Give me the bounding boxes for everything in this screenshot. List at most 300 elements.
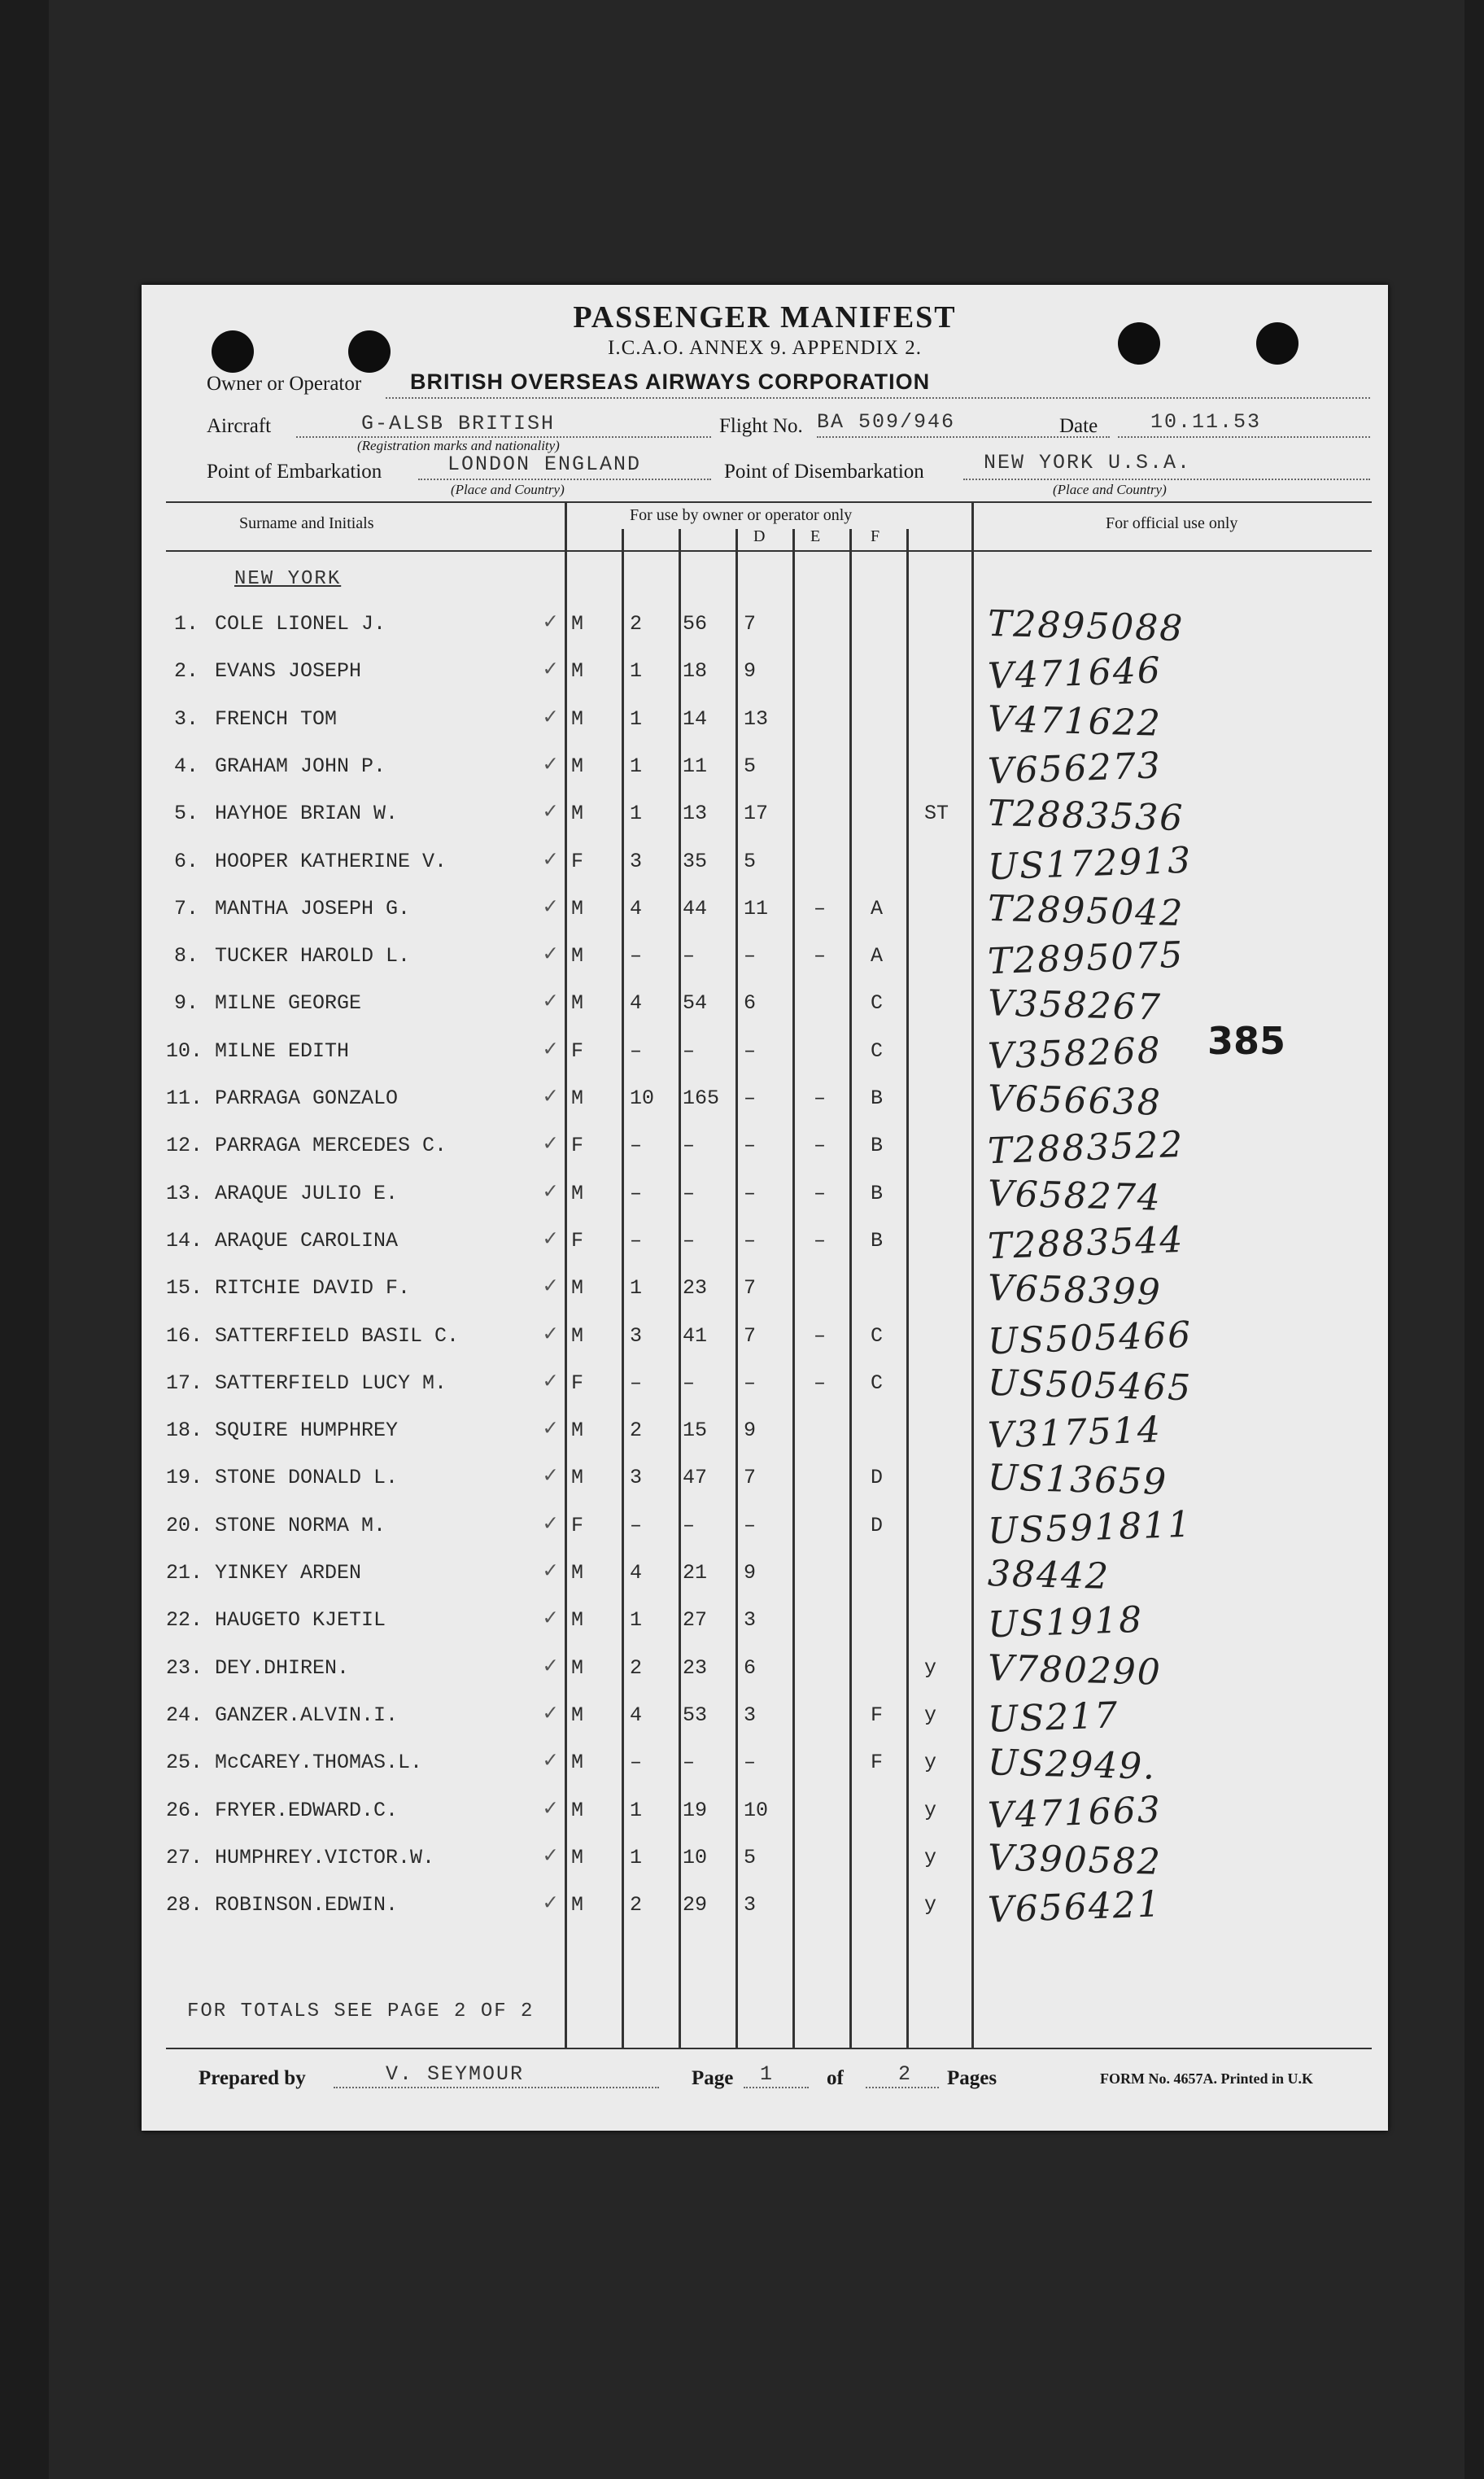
passenger-name: COLE LIONEL J.: [215, 612, 386, 636]
official-handwritten-number: T2883544: [987, 1218, 1185, 1268]
table-row: [142, 1409, 1388, 1456]
sex-cell: M: [571, 991, 584, 1016]
passenger-name: EVANS JOSEPH: [215, 659, 362, 684]
owner-col-1: –: [630, 1181, 643, 1205]
date-dotline: [1118, 436, 1370, 438]
owner-col-2: 41: [683, 1323, 708, 1348]
embarkation-label: Point of Embarkation: [207, 461, 382, 483]
official-handwritten-number: T2895088: [987, 602, 1185, 650]
check-mark-icon: ✓: [543, 1322, 557, 1348]
sex-cell: F: [571, 1228, 584, 1253]
owner-col-2: 19: [683, 1798, 708, 1822]
check-mark-icon: ✓: [543, 1843, 557, 1869]
row-number: 28.: [166, 1893, 203, 1917]
owner-col-1: 4: [630, 896, 643, 920]
owner-col-3: 7: [744, 612, 757, 636]
owner-col-5: A: [871, 896, 884, 920]
row-number: 21.: [166, 1561, 203, 1585]
owner-col-1: 1: [630, 1798, 643, 1822]
col-sub-e: E: [810, 527, 821, 545]
check-mark-icon: ✓: [543, 1464, 557, 1490]
owner-col-5: B: [871, 1086, 884, 1110]
owner-col-1: –: [630, 944, 643, 968]
check-mark-icon: ✓: [543, 1654, 557, 1680]
owner-col-2: 35: [683, 849, 708, 873]
owner-col-6: y: [924, 1798, 937, 1822]
owner-col-3: 13: [744, 706, 769, 731]
row-number: 1.: [173, 612, 199, 636]
table-row: [142, 887, 1388, 934]
table-row: [142, 649, 1388, 697]
sex-cell: M: [571, 944, 584, 968]
official-handwritten-number: V358268: [987, 1029, 1163, 1078]
prepared-by-value: V. SEYMOUR: [386, 2062, 525, 2086]
owner-col-3: 7: [744, 1323, 757, 1348]
totals-note: FOR TOTALS SEE PAGE 2 OF 2: [187, 2000, 535, 2022]
sex-cell: M: [571, 1181, 584, 1205]
check-mark-icon: ✓: [543, 1085, 557, 1110]
owner-col-6: y: [924, 1703, 937, 1727]
official-handwritten-number: T2883522: [987, 1124, 1185, 1173]
owner-col-2: 15: [683, 1419, 708, 1443]
sex-cell: M: [571, 1086, 584, 1110]
aircraft-label: Aircraft: [207, 415, 272, 437]
official-handwritten-number: V658274: [987, 1172, 1163, 1219]
owner-col-1: 1: [630, 1276, 643, 1301]
passenger-name: GANZER.ALVIN.I.: [215, 1703, 399, 1727]
owner-col-4: –: [814, 944, 827, 968]
owner-col-1: –: [630, 1038, 643, 1063]
embarkation-dotline: [418, 479, 711, 480]
owner-col-6: y: [924, 1655, 937, 1680]
official-handwritten-number: T2895042: [987, 887, 1185, 934]
pages-label: Pages: [947, 2067, 997, 2089]
official-handwritten-number: US172913: [987, 839, 1194, 888]
owner-col-1: 2: [630, 1655, 643, 1680]
owner-col-3: 5: [744, 849, 757, 873]
official-handwritten-number: US505466: [987, 1314, 1194, 1362]
of-label: of: [827, 2067, 844, 2089]
disembarkation-dotline: [963, 479, 1370, 480]
aircraft-hint: (Registration marks and nationality): [357, 438, 560, 453]
owner-col-2: 14: [683, 706, 708, 731]
owner-col-3: –: [744, 1134, 757, 1158]
owner-col-2: –: [683, 1181, 696, 1205]
owner-col-3: 7: [744, 1466, 757, 1490]
check-mark-icon: ✓: [543, 752, 557, 778]
passenger-name: ARAQUE CAROLINA: [215, 1228, 399, 1253]
owner-col-2: 29: [683, 1893, 708, 1917]
row-number: 16.: [166, 1323, 203, 1348]
owner-col-5: D: [871, 1466, 884, 1490]
owner-col-1: 10: [630, 1086, 655, 1110]
date-label: Date: [1059, 415, 1098, 437]
owner-col-3: –: [744, 1371, 757, 1395]
official-handwritten-number: US217: [987, 1694, 1120, 1741]
passenger-name: SATTERFIELD BASIL C.: [215, 1323, 460, 1348]
col-surname-header: Surname and Initials: [239, 514, 374, 532]
check-mark-icon: ✓: [543, 1226, 557, 1253]
owner-col-1: 1: [630, 754, 643, 778]
check-mark-icon: ✓: [543, 1132, 557, 1158]
owner-col-4: –: [814, 1086, 827, 1110]
sex-cell: M: [571, 612, 584, 636]
owner-col-3: 9: [744, 659, 757, 684]
owner-col-1: 3: [630, 1323, 643, 1348]
table-row: [142, 1789, 1388, 1836]
passenger-name: RITCHIE DAVID F.: [215, 1276, 411, 1301]
owner-col-5: B: [871, 1181, 884, 1205]
passenger-name: SATTERFIELD LUCY M.: [215, 1371, 447, 1395]
owner-col-5: C: [871, 1371, 884, 1395]
page-value: 1: [760, 2062, 775, 2086]
footer-rule: [166, 2048, 1372, 2049]
owner-col-1: –: [630, 1228, 643, 1253]
row-number: 26.: [166, 1798, 203, 1822]
check-mark-icon: ✓: [543, 1559, 557, 1585]
owner-col-2: 21: [683, 1561, 708, 1585]
aircraft-value: G-ALSB BRITISH: [361, 412, 556, 435]
owner-col-3: 3: [744, 1893, 757, 1917]
sex-cell: F: [571, 1038, 584, 1063]
owner-col-2: –: [683, 1134, 696, 1158]
page-title: PASSENGER MANIFEST: [573, 300, 957, 334]
table-row: [142, 1504, 1388, 1551]
official-handwritten-number: V358267: [987, 982, 1163, 1030]
owner-col-5: A: [871, 944, 884, 968]
row-number: 9.: [173, 991, 199, 1016]
owner-col-3: 3: [744, 1703, 757, 1727]
official-handwritten-number: US2949.: [987, 1742, 1157, 1788]
owner-col-1: 1: [630, 1845, 643, 1869]
page-label: Page: [692, 2067, 734, 2089]
check-mark-icon: ✓: [543, 1417, 557, 1443]
owner-col-3: 10: [744, 1798, 769, 1822]
row-number: 5.: [173, 802, 199, 826]
check-mark-icon: ✓: [543, 1511, 557, 1537]
row-number: 27.: [166, 1845, 203, 1869]
row-number: 8.: [173, 944, 199, 968]
disembarkation-value: NEW YORK U.S.A.: [984, 451, 1192, 474]
owner-col-3: 5: [744, 1845, 757, 1869]
prepared-dotline: [334, 2087, 659, 2088]
owner-value: BRITISH OVERSEAS AIRWAYS CORPORATION: [410, 369, 931, 394]
embarkation-value: LONDON ENGLAND: [447, 453, 642, 476]
owner-col-5: B: [871, 1134, 884, 1158]
passenger-name: McCAREY.THOMAS.L.: [215, 1751, 423, 1775]
owner-col-2: –: [683, 1513, 696, 1537]
page-subtitle: I.C.A.O. ANNEX 9. APPENDIX 2.: [608, 337, 922, 359]
owner-col-2: 44: [683, 896, 708, 920]
row-number: 10.: [166, 1038, 203, 1063]
passenger-name: HAUGETO KJETIL: [215, 1608, 386, 1633]
table-row: [142, 1314, 1388, 1362]
owner-dotline: [386, 397, 1370, 399]
sex-cell: F: [571, 1134, 584, 1158]
owner-col-2: 47: [683, 1466, 708, 1490]
sex-cell: M: [571, 754, 584, 778]
row-number: 11.: [166, 1086, 203, 1110]
row-number: 7.: [173, 896, 199, 920]
of-dotline: [866, 2087, 939, 2088]
passenger-name: HOOPER KATHERINE V.: [215, 849, 447, 873]
row-number: 13.: [166, 1181, 203, 1205]
passenger-name: STONE DONALD L.: [215, 1466, 399, 1490]
owner-col-2: 54: [683, 991, 708, 1016]
owner-col-1: 1: [630, 659, 643, 684]
owner-col-6: y: [924, 1751, 937, 1775]
owner-col-2: 10: [683, 1845, 708, 1869]
official-handwritten-number: V471663: [987, 1788, 1163, 1837]
owner-col-2: –: [683, 944, 696, 968]
owner-col-1: 1: [630, 802, 643, 826]
sex-cell: M: [571, 706, 584, 731]
passenger-name: SQUIRE HUMPHREY: [215, 1419, 399, 1443]
sex-cell: M: [571, 1608, 584, 1633]
owner-col-3: –: [744, 1086, 757, 1110]
table-row: [142, 1694, 1388, 1741]
owner-col-4: –: [814, 896, 827, 920]
check-mark-icon: ✓: [543, 610, 557, 636]
official-handwritten-number: V471622: [987, 697, 1163, 745]
sex-cell: M: [571, 1655, 584, 1680]
owner-col-1: 4: [630, 991, 643, 1016]
passenger-name: PARRAGA MERCEDES C.: [215, 1134, 447, 1158]
check-mark-icon: ✓: [543, 847, 557, 873]
owner-label: Owner or Operator: [207, 373, 362, 395]
row-number: 14.: [166, 1228, 203, 1253]
owner-col-3: 3: [744, 1608, 757, 1633]
owner-col-1: –: [630, 1371, 643, 1395]
passenger-name: TUCKER HAROLD L.: [215, 944, 411, 968]
check-mark-icon: ✓: [543, 990, 557, 1016]
table-row: [142, 1551, 1388, 1598]
row-number: 4.: [173, 754, 199, 778]
table-row: [142, 697, 1388, 745]
sex-cell: F: [571, 849, 584, 873]
row-number: 19.: [166, 1466, 203, 1490]
official-handwritten-number: V317514: [987, 1409, 1163, 1457]
owner-col-5: B: [871, 1228, 884, 1253]
owner-col-1: 3: [630, 1466, 643, 1490]
owner-col-3: 9: [744, 1419, 757, 1443]
sex-cell: M: [571, 659, 584, 684]
sex-cell: F: [571, 1371, 584, 1395]
check-mark-icon: ✓: [543, 894, 557, 920]
owner-col-3: 17: [744, 802, 769, 826]
official-handwritten-number: US505465: [987, 1362, 1193, 1410]
owner-col-1: 4: [630, 1703, 643, 1727]
official-handwritten-number: V658399: [987, 1267, 1163, 1314]
owner-col-5: C: [871, 1038, 884, 1063]
owner-col-3: –: [744, 1513, 757, 1537]
col-owner-use-header: For use by owner or operator only: [630, 506, 853, 524]
sex-cell: M: [571, 1751, 584, 1775]
owner-col-1: 4: [630, 1561, 643, 1585]
table-row: [142, 602, 1388, 649]
passenger-name: STONE NORMA M.: [215, 1513, 386, 1537]
owner-col-2: –: [683, 1751, 696, 1775]
owner-col-3: –: [744, 1751, 757, 1775]
passenger-name: GRAHAM JOHN P.: [215, 754, 386, 778]
prepared-by-label: Prepared by: [199, 2067, 306, 2089]
owner-col-2: 11: [683, 754, 708, 778]
owner-col-1: 1: [630, 706, 643, 731]
row-number: 25.: [166, 1751, 203, 1775]
row-number: 20.: [166, 1513, 203, 1537]
disembarkation-hint: (Place and Country): [1053, 482, 1167, 497]
row-number: 17.: [166, 1371, 203, 1395]
check-mark-icon: ✓: [543, 1369, 557, 1395]
official-handwritten-number: V390582: [987, 1837, 1163, 1883]
owner-col-1: 2: [630, 1893, 643, 1917]
form-number: FORM No. 4657A. Printed in U.K: [1100, 2070, 1313, 2087]
check-mark-icon: ✓: [543, 1891, 557, 1917]
owner-col-3: –: [744, 944, 757, 968]
of-value: 2: [898, 2062, 913, 2086]
table-row: [142, 1646, 1388, 1694]
table-row: [142, 934, 1388, 982]
table-row: [142, 1456, 1388, 1503]
embarkation-hint: (Place and Country): [451, 482, 565, 497]
owner-col-4: –: [814, 1371, 827, 1395]
page-number-annotation: 385: [1207, 1019, 1286, 1063]
table-row: [142, 745, 1388, 792]
table-row: [142, 1172, 1388, 1219]
passenger-name: MILNE GEORGE: [215, 991, 362, 1016]
date-value: 10.11.53: [1150, 410, 1262, 434]
col-sub-d: D: [753, 527, 766, 545]
sex-cell: F: [571, 1513, 584, 1537]
owner-col-5: F: [871, 1751, 884, 1775]
owner-col-2: –: [683, 1228, 696, 1253]
owner-col-1: 2: [630, 612, 643, 636]
owner-col-6: ST: [924, 802, 949, 826]
table-row: [142, 1741, 1388, 1788]
owner-col-2: 165: [683, 1086, 720, 1110]
owner-col-2: 53: [683, 1703, 708, 1727]
official-handwritten-number: T2883536: [987, 793, 1185, 840]
owner-col-5: F: [871, 1703, 884, 1727]
owner-col-1: 1: [630, 1608, 643, 1633]
row-number: 2.: [173, 659, 199, 684]
row-number: 18.: [166, 1419, 203, 1443]
manifest-sheet: [142, 285, 1388, 2131]
flight-label: Flight No.: [719, 415, 803, 437]
sex-cell: M: [571, 1798, 584, 1822]
page-dotline: [744, 2087, 809, 2088]
owner-col-6: y: [924, 1845, 937, 1869]
owner-col-5: C: [871, 991, 884, 1016]
table-header-rule: [166, 550, 1372, 552]
table-row: [142, 1598, 1388, 1646]
table-row: [142, 1077, 1388, 1124]
sex-cell: M: [571, 1893, 584, 1917]
owner-col-4: –: [814, 1181, 827, 1205]
check-mark-icon: ✓: [543, 1701, 557, 1727]
passenger-name: HUMPHREY.VICTOR.W.: [215, 1845, 435, 1869]
owner-col-1: –: [630, 1751, 643, 1775]
official-handwritten-number: 38442: [987, 1553, 1111, 1598]
official-handwritten-number: US1918: [987, 1598, 1145, 1646]
owner-col-2: 27: [683, 1608, 708, 1633]
owner-col-1: 2: [630, 1419, 643, 1443]
check-mark-icon: ✓: [543, 1037, 557, 1063]
check-mark-icon: ✓: [543, 1796, 557, 1822]
passenger-name: PARRAGA GONZALO: [215, 1086, 399, 1110]
section-label: NEW YORK: [234, 568, 342, 590]
official-handwritten-number: V471646: [987, 649, 1163, 698]
official-handwritten-number: T2895075: [987, 933, 1185, 983]
owner-col-2: 13: [683, 802, 708, 826]
owner-col-5: D: [871, 1513, 884, 1537]
owner-col-4: –: [814, 1323, 827, 1348]
table-row: [142, 1124, 1388, 1171]
sex-cell: M: [571, 1703, 584, 1727]
official-handwritten-number: US13659: [987, 1457, 1168, 1504]
passenger-name: ARAQUE JULIO E.: [215, 1181, 399, 1205]
sex-cell: M: [571, 896, 584, 920]
owner-col-2: –: [683, 1038, 696, 1063]
table-top-rule: [166, 501, 1372, 503]
table-row: [142, 840, 1388, 887]
sex-cell: M: [571, 1845, 584, 1869]
official-handwritten-number: US591811: [987, 1503, 1194, 1553]
row-number: 3.: [173, 706, 199, 731]
check-mark-icon: ✓: [543, 800, 557, 826]
row-number: 12.: [166, 1134, 203, 1158]
owner-col-3: –: [744, 1181, 757, 1205]
row-number: 15.: [166, 1276, 203, 1301]
passenger-name: DEY.DHIREN.: [215, 1655, 350, 1680]
passenger-name: MANTHA JOSEPH G.: [215, 896, 411, 920]
owner-col-3: 6: [744, 991, 757, 1016]
row-number: 22.: [166, 1608, 203, 1633]
owner-col-3: 5: [744, 754, 757, 778]
table-row: [142, 982, 1388, 1029]
passenger-name: FRENCH TOM: [215, 706, 338, 731]
table-row: [142, 1836, 1388, 1883]
official-handwritten-number: V656421: [987, 1883, 1163, 1931]
check-mark-icon: ✓: [543, 1749, 557, 1775]
owner-col-3: 11: [744, 896, 769, 920]
passenger-name: YINKEY ARDEN: [215, 1561, 362, 1585]
owner-col-5: C: [871, 1323, 884, 1348]
official-handwritten-number: V780290: [987, 1646, 1163, 1694]
check-mark-icon: ✓: [543, 1179, 557, 1205]
owner-col-3: –: [744, 1038, 757, 1063]
owner-col-2: 23: [683, 1276, 708, 1301]
owner-col-3: 9: [744, 1561, 757, 1585]
row-number: 6.: [173, 849, 199, 873]
passenger-name: HAYHOE BRIAN W.: [215, 802, 399, 826]
flight-value: BA 509/946: [817, 410, 956, 434]
col-official-header: For official use only: [1106, 514, 1238, 532]
table-row: [142, 792, 1388, 839]
owner-col-1: –: [630, 1134, 643, 1158]
sex-cell: M: [571, 802, 584, 826]
sex-cell: M: [571, 1323, 584, 1348]
official-handwritten-number: V656273: [987, 745, 1163, 793]
owner-col-4: –: [814, 1228, 827, 1253]
owner-col-2: 18: [683, 659, 708, 684]
table-row: [142, 1030, 1388, 1077]
owner-col-4: –: [814, 1134, 827, 1158]
owner-col-2: –: [683, 1371, 696, 1395]
sex-cell: M: [571, 1561, 584, 1585]
check-mark-icon: ✓: [543, 942, 557, 968]
official-handwritten-number: V656638: [987, 1078, 1163, 1124]
